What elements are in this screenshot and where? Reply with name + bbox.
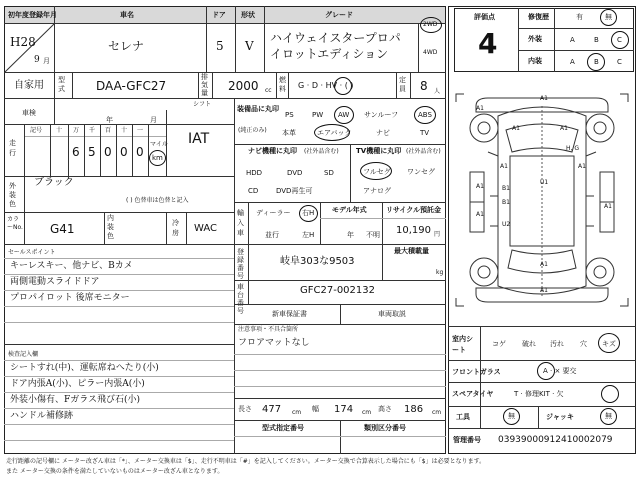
reg-month: 9 [34, 55, 40, 65]
damage-mark: U1 [540, 179, 549, 186]
notes-value: フロアマットなし [238, 338, 310, 348]
seat-item: キズ [602, 340, 616, 348]
equip-item: ナビ [376, 129, 390, 137]
drive-2wd: 2WD [423, 21, 438, 28]
damage-mark: H, G [566, 145, 579, 152]
width-value: 174 [334, 404, 354, 415]
notes-label: 注意事項・不具合箇所 [238, 326, 299, 333]
people-unit: 人 [434, 88, 441, 95]
damage-mark: B1 [502, 199, 510, 206]
mileage-unit-3: 百 [105, 127, 112, 134]
spare-options: T · 修理KIT · 欠 [514, 390, 564, 398]
nav-item: DVD [287, 169, 303, 177]
fuel-options: G · D · HV · ( ) [298, 81, 354, 90]
equip-item: 本革 [282, 129, 296, 137]
color-code: G41 [50, 222, 75, 236]
tv-item: フルセグ [363, 168, 391, 176]
fuel-hv-circle [334, 77, 352, 95]
capacity-value: 8 [420, 79, 428, 93]
equip-item: サンルーフ [364, 111, 399, 119]
shift-label: シフト [193, 101, 212, 108]
tools-value: 無 [508, 412, 515, 420]
mileage-digit: 6 [72, 145, 80, 159]
model-name: セレナ [108, 39, 145, 53]
spare-label: スペアタイヤ [452, 390, 494, 398]
import-parallel: 並行 [265, 231, 279, 239]
disp-label: 排気量 [201, 73, 208, 97]
nav-item: SD [324, 169, 334, 177]
mileage-digit: 5 [88, 145, 96, 159]
cc-unit: cc [265, 87, 272, 94]
ext-grade-b: B [594, 36, 599, 44]
tv-sub: (社外品含む) [406, 148, 441, 155]
equip-item: エアバック [317, 129, 352, 137]
mile-label: マイル [150, 141, 168, 148]
new-warranty: 新車保証書 [272, 310, 307, 318]
rating-label: 評価点 [474, 13, 495, 21]
mgmt-number: 03939000912410002079 [498, 435, 613, 445]
damage-mark: A1 [476, 183, 484, 190]
drive-4wd: 4WD [423, 49, 438, 56]
model-year-unknown: 不明 [366, 231, 380, 239]
jack-label: ジャッキ [546, 413, 574, 421]
length-cm: cm [292, 409, 302, 416]
jack-value: 無 [605, 412, 612, 420]
height-cm: cm [432, 409, 442, 416]
reg-era: H28 [10, 35, 36, 49]
inspection-month-unit: 月 [150, 116, 157, 124]
sales-point-line: プロパイロット 後席モニター [10, 293, 130, 303]
color-no-label: カラーNo. [7, 216, 23, 231]
seat-item: 破れ [522, 340, 536, 348]
front-glass-label: フロントガラス [452, 368, 501, 376]
tv-item: ワンセグ [407, 168, 435, 176]
registration-label: 登録番号 [237, 248, 244, 280]
shift-value: IAT [188, 131, 210, 147]
door-count: 5 [216, 39, 224, 53]
width-cm: cm [362, 409, 372, 416]
height-value: 186 [404, 404, 424, 415]
reg-month-unit: 月 [43, 57, 50, 65]
nav-label: ナビ機種に丸印 [248, 147, 297, 155]
tools-label: 工具 [456, 413, 470, 421]
type-label: 型式 [58, 76, 65, 93]
repair-option-no: 無 [605, 13, 612, 21]
spare-missing-circle [601, 385, 619, 403]
import-label: 輸入車 [237, 209, 244, 237]
shape-label: 形状 [241, 11, 255, 19]
equipment-label: 装備品に丸印 [237, 105, 279, 113]
model-year-word: 年 [347, 231, 354, 239]
int-grade-b: B [594, 58, 599, 66]
inspection-year-unit: 年 [106, 116, 113, 124]
recycle-label: リサイクル預託金 [386, 206, 442, 214]
interior-grade-label: 内装 [528, 57, 542, 65]
int-grade-c: C [617, 58, 622, 66]
car-damage-diagram [448, 76, 636, 324]
sales-points-label: セールスポイント [8, 249, 56, 256]
chassis-label: 車台番号 [237, 283, 244, 315]
rating-score: 4 [478, 27, 498, 60]
inspection-label: 車検 [22, 109, 36, 117]
interior-color-label: 内装色 [107, 214, 114, 240]
tv-item: アナログ [363, 187, 391, 195]
inspector-note-line: 外装小傷有、Fガラス飛び石(小) [10, 395, 140, 405]
chassis-value: GFC27-002132 [300, 285, 375, 296]
damage-mark: A1 [604, 203, 612, 210]
damage-mark: A1 [578, 163, 586, 170]
footer-note-2: また メーター交換の条件を満たしていないものはメーター改ざん車となります。 [6, 468, 224, 475]
damage-mark: A1 [500, 163, 508, 170]
mileage-unit-2: 千 [89, 127, 96, 134]
import-dealer: ディーラー [256, 209, 291, 217]
seat-item: 汚れ [550, 340, 564, 348]
repair-option-yes: 有 [576, 13, 583, 21]
inspector-notes-label: 検査記入欄 [8, 351, 39, 358]
damage-mark: A1 [476, 211, 484, 218]
damage-mark: A1 [560, 125, 568, 132]
exterior-grade-label: 外装 [528, 35, 542, 43]
fuel-label: 燃料 [279, 76, 286, 93]
ext-grade-c: C [617, 36, 622, 44]
cooler-label: 冷房 [172, 219, 179, 237]
mileage-label: 走行 [9, 139, 16, 157]
mileage-unit-0: 十 [56, 127, 63, 134]
equip-item: ABS [418, 111, 432, 119]
exterior-label: 外装色 [9, 182, 16, 208]
height-label: 高さ [378, 405, 392, 413]
model-label: 車名 [120, 11, 134, 19]
import-right-h: 右H [302, 209, 315, 217]
inspector-note-line: シートすれ(中)、運転席ねへたり(小) [10, 363, 159, 373]
mgmt-label: 管理番号 [453, 436, 481, 444]
seat-item: 穴 [580, 340, 587, 348]
max-load-label: 最大積載量 [394, 247, 429, 255]
mileage-digit: 0 [136, 145, 144, 159]
max-load-kg: kg [436, 269, 444, 276]
usage-value: 自家用 [14, 80, 44, 91]
door-label: ドア [212, 11, 226, 19]
nav-item: CD [248, 187, 259, 195]
km-label: km [152, 154, 163, 162]
seat-label: 室内シート [452, 335, 473, 354]
equip-item: TV [420, 129, 430, 137]
length-value: 477 [262, 404, 282, 415]
seat-item: コゲ [492, 340, 506, 348]
displacement-value: 2000 [228, 79, 259, 93]
grade-label: グレード [325, 11, 353, 19]
equipment-sub: (純正のみ) [238, 127, 267, 134]
inspector-note-line: ハンドル補修跡 [10, 411, 74, 421]
shape-value: V [245, 39, 254, 53]
mileage-digit: 0 [104, 145, 112, 159]
model-year-label: モデル年式 [332, 206, 367, 214]
equip-item: PW [312, 111, 324, 119]
damage-mark: A1 [540, 261, 548, 268]
repair-label: 修復歴 [528, 13, 549, 21]
mileage-unit-1: 万 [73, 127, 80, 134]
exterior-color: ブラック [34, 177, 74, 188]
damage-mark: A1 [512, 125, 520, 132]
type-value: DAA-GFC27 [96, 79, 167, 93]
footer-note-1: 走行距離の記号欄に メーター改ざん車は「*」、メーター交換車は「$」、走行不明車は「#」を記入してください。メーター交換で合算表示した場合にも「$」は必要となります。 [6, 458, 486, 465]
recycle-fee: 10,190 [396, 225, 431, 236]
nav-sub: (社外品含む) [304, 148, 339, 155]
import-left-h: 左H [302, 231, 315, 239]
vehicle-manual: 車両取説 [378, 310, 406, 318]
reg-year-label: 初年度登録年月 [8, 11, 57, 19]
damage-mark: A1 [540, 95, 548, 102]
equip-item: AW [338, 111, 350, 119]
exterior-paren-note: ( ) 色替車は色替と記入 [126, 197, 189, 204]
tv-label: TV機種に丸印 [356, 147, 402, 155]
sales-point-line: 両側電動スライドドア [10, 277, 100, 287]
category-label: 類別区分番号 [364, 424, 406, 432]
int-grade-a: A [570, 58, 575, 66]
width-label: 幅 [312, 405, 319, 413]
recycle-yen: 円 [434, 231, 441, 238]
nav-item: HDD [246, 169, 263, 177]
length-label: 長さ [238, 405, 252, 413]
inspector-note-line: ドア内張A(小)、ピラー内張A(小) [10, 379, 145, 389]
cooler-value: WAC [194, 223, 217, 234]
type-cert-label: 型式指定番号 [262, 424, 304, 432]
capacity-label: 定員 [399, 76, 406, 93]
damage-mark: A1 [476, 105, 484, 112]
sales-point-line: キーレスキー、他ナビ、Bカメ [10, 261, 133, 271]
damage-mark: A1 [540, 287, 548, 294]
mileage-unit-5: 一 [137, 127, 144, 134]
mileage-unit-4: 十 [121, 127, 128, 134]
grade-value: ハイウェイスタープロパイロットエディション [270, 31, 401, 61]
front-glass-options: A · × 要交 [543, 367, 577, 375]
ext-grade-a: A [570, 36, 575, 44]
nav-item: DVD再生可 [276, 187, 313, 195]
mileage-digit-label: 記号 [30, 127, 43, 134]
equip-item: PS [285, 111, 294, 119]
registration-plate: 岐阜303な9503 [280, 256, 355, 267]
mileage-digit: 0 [120, 145, 128, 159]
damage-mark: B1 [502, 185, 510, 192]
damage-mark: U2 [502, 221, 511, 228]
